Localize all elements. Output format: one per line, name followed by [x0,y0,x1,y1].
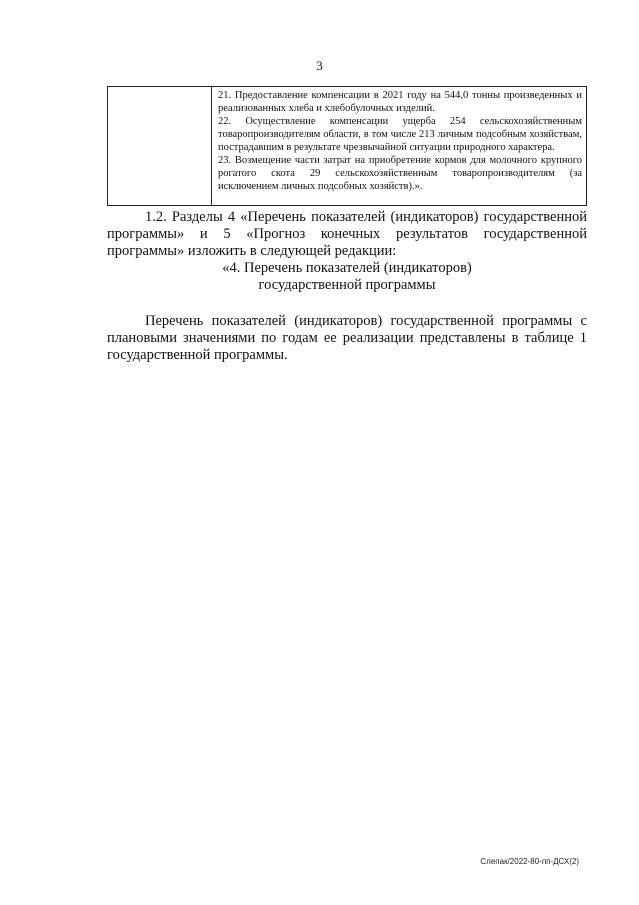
table-item-22: 22. Осуществление компенсации ущерба 254 сельскохозяйственным товаропроизводителям области, в том числе 213 личным подсобным хозяйствам, пострадавшим в результате чрезвычайной ситуации природного характера. [218,116,582,153]
results-table [107,86,587,206]
table-right-cell [212,87,586,205]
amendment-text: 1.2. Разделы 4 «Перечень показателей (индикаторов) государственной программы» и 5 «Прогноз конечных результатов государственной программы» изложить в следующей редакции: [107,209,587,259]
section-heading-line-1: «4. Перечень показателей (индикаторов) [222,260,472,276]
page-number: 3 [316,58,323,73]
table-left-cell [108,87,212,205]
section-heading [107,260,587,294]
amendment-paragraph [107,209,587,260]
table-item-23: 23. Возмещение части затрат на приобретение кормов для молочного крупного рогатого скота 29 сельскохозяйственным товаропроизводителям (за исключением личных подсобных хозяйств).». [218,155,582,192]
table-item-21: 21. Предоставление компенсации в 2021 году на 544,0 тонны произведенных и реализованных хлеба и хлебобулочных изделий. [218,90,582,114]
indicators-text: Перечень показателей (индикаторов) государственной программы с плановыми значениями по годам ее реализации представлены в таблице 1 государственной программы. [107,313,587,363]
indicators-paragraph [107,313,587,364]
document-code: Слепак/2022-80-пп-ДСХ(2) [480,857,579,866]
section-heading-line-2: государственной программы [258,277,436,293]
